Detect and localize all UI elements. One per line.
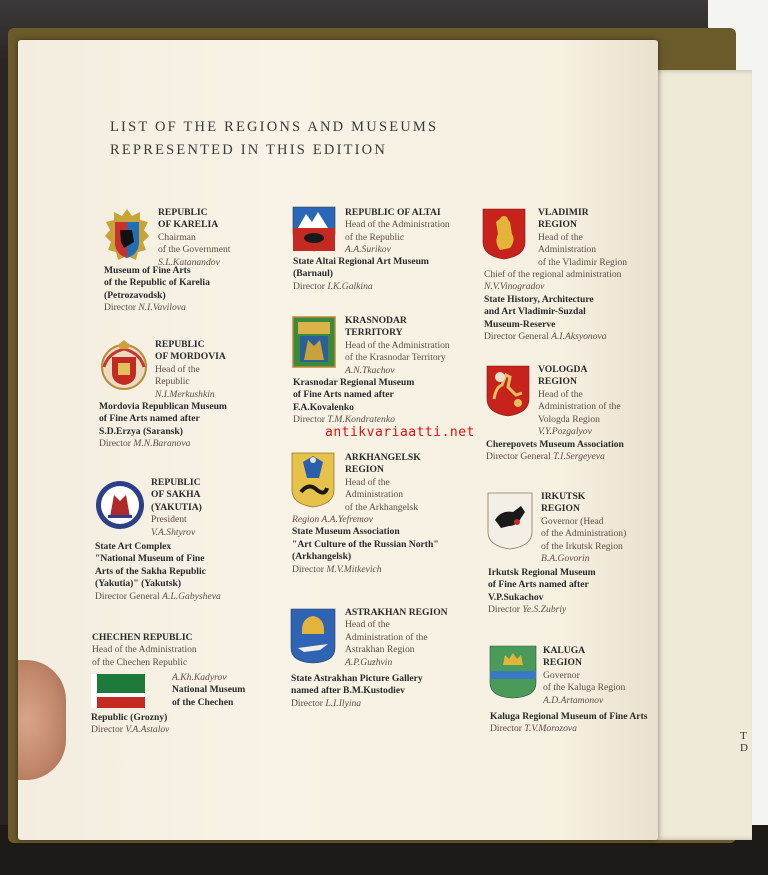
director-title: Director General [95, 590, 160, 602]
next-page-letter: D [740, 742, 748, 754]
official-title: Head of the [538, 388, 583, 400]
official-title: Republic [155, 376, 190, 388]
sakha-coat-of-arms-icon [94, 479, 146, 531]
museum-name: Museum-Reserve [484, 318, 556, 330]
museum-name: F.A.Kovalenko [293, 401, 354, 413]
museum-name: State Altai Regional Art Museum [293, 256, 429, 267]
region-name: REGION [345, 464, 384, 476]
region-name: REPUBLIC [151, 477, 201, 488]
museum-vologda [486, 439, 624, 464]
museum-kaluga [490, 711, 648, 736]
region-name: REGION [543, 657, 582, 669]
official-title: Astrakhan Region [345, 644, 415, 656]
region-name: REGION [538, 219, 577, 231]
region-name: KALUGA [543, 645, 586, 656]
museum-altai [293, 256, 429, 293]
irkutsk-coat-of-arms-icon [487, 492, 533, 550]
director-title: Director [291, 697, 323, 709]
museum-mordovia [99, 401, 227, 451]
region-name: REPUBLIC OF ALTAI [345, 207, 441, 218]
director-name: M.V.Mitkevich [326, 563, 382, 575]
official-title: of the Administration) [541, 528, 627, 540]
region-name: CHECHEN REPUBLIC [92, 632, 193, 643]
official-title: Head of the Administration [345, 339, 450, 351]
museum-name: Kaluga Regional Museum of Fine Arts [490, 711, 648, 722]
thumb [18, 660, 66, 780]
official-title: Administration of the [345, 631, 428, 643]
director-name: I.K.Galkina [327, 280, 373, 292]
official-title: Head of the [538, 231, 583, 243]
official-title: Head of the [345, 619, 390, 631]
region-name: REPUBLIC [155, 339, 205, 350]
altai-coat-of-arms-icon [292, 206, 336, 252]
region-name: REGION [538, 376, 577, 388]
museum-karelia [104, 265, 210, 315]
director-title: Director [490, 723, 522, 735]
official-title: Head of the [345, 476, 390, 488]
museum-name: State Astrakhan Picture Gallery [291, 673, 423, 684]
museum-name: and Art Vladimir-Suzdal [484, 306, 586, 318]
entry-vologda [538, 364, 621, 438]
museum-vladimir [484, 269, 621, 343]
museum-krasnodar [293, 377, 414, 427]
krasnodar-coat-of-arms-icon [292, 316, 336, 368]
region-name: KRASNODAR [345, 315, 407, 326]
arkhangelsk-coat-of-arms-icon [291, 452, 335, 508]
director-name: M.N.Baranova [133, 438, 191, 450]
official-title: Head of the [155, 363, 200, 375]
official-name: S.L.Katanandov [158, 256, 220, 268]
museum-chechen [91, 712, 169, 737]
museum-name: Cherepovets Museum Association [486, 439, 624, 450]
director-name: L.I.Ilyina [325, 697, 362, 709]
entry-irkutsk [541, 491, 626, 565]
museum-name: Arts of the Sakha Republic [95, 565, 206, 577]
museum-name: Irkutsk Regional Museum [488, 567, 596, 578]
region-name: OF MORDOVIA [155, 351, 226, 363]
official-title: Chairman [158, 231, 196, 243]
chechen-flag-icon [91, 674, 145, 708]
official-name: Region A.A.Yefremov [292, 514, 373, 525]
official-name: V.A.Shtyrov [151, 526, 196, 538]
vologda-coat-of-arms-icon [486, 365, 530, 417]
official-name: V.Y.Pozgalyov [538, 426, 592, 438]
official-title: Governor [543, 669, 580, 681]
heading-line-2: REPRESENTED IN THIS EDITION [110, 142, 388, 158]
vladimir-coat-of-arms-icon [482, 208, 526, 260]
director-title: Director [91, 724, 123, 736]
entry-altai [345, 207, 450, 257]
book-page [18, 40, 658, 840]
region-name: ASTRAKHAN REGION [345, 607, 448, 618]
director-name: T.I.Sergeyeva [553, 451, 605, 463]
museum-name: V.P.Sukachov [488, 591, 544, 603]
official-title: President [151, 514, 187, 526]
official-title: Vologda Region [538, 413, 600, 425]
director-name: A.I.Aksyonova [551, 331, 607, 343]
entry-krasnodar [345, 315, 450, 377]
director-title: Director [293, 414, 325, 426]
official-title: Administration [345, 489, 404, 501]
museum-name: named after B.M.Kustodiev [291, 685, 405, 697]
entry-chechen [92, 632, 197, 669]
next-page-letter: T [740, 730, 747, 742]
museum-name: State Museum Association [292, 526, 400, 538]
director-title: Director [104, 302, 136, 314]
region-name: REPUBLIC [158, 207, 208, 218]
museum-name: State History, Architecture [484, 293, 594, 305]
chechen-continued [172, 672, 245, 709]
director-name: N.I.Vavilova [138, 302, 186, 314]
official-title: of the Chechen Republic [92, 656, 188, 668]
museum-name: S.D.Erzya (Saransk) [99, 425, 183, 437]
museum-arkhangelsk [292, 514, 439, 576]
museum-name: Krasnodar Regional Museum [293, 377, 415, 388]
museum-name: National Museum [172, 684, 246, 696]
museum-name: "Art Culture of the Russian North" [292, 538, 439, 550]
museum-name: of Fine Arts named after [293, 389, 394, 401]
museum-name: (Yakutia)" (Yakutsk) [95, 578, 182, 590]
official-title: of the Kaluga Region [543, 682, 626, 694]
official-title: of the Irkutsk Region [541, 540, 623, 552]
director-title: Director [292, 563, 324, 575]
museum-name: of Fine Arts named after [99, 413, 200, 425]
official-name: N.I.Merkushkin [155, 388, 215, 400]
region-name: IRKUTSK [541, 491, 586, 502]
region-name: OF KARELIA [158, 219, 219, 231]
official-name: A.A.Surikov [345, 244, 391, 256]
region-name: OF SAKHA [151, 489, 201, 501]
official-title: of the Government [158, 244, 231, 256]
entry-karelia [158, 207, 230, 269]
region-name: REGION [541, 503, 580, 515]
official-name: A.P.Guzhvin [345, 656, 393, 668]
official-title: of the Republic [345, 231, 405, 243]
museum-name: of Fine Arts named after [488, 579, 589, 591]
director-title: Director General [484, 331, 549, 343]
director-name: A.L.Gabysheva [162, 590, 221, 602]
museum-sakha [95, 541, 221, 603]
museum-name: of the Republic of Karelia [104, 277, 210, 289]
director-name: V.A.Astalov [125, 724, 170, 736]
museum-name: (Barnaul) [293, 268, 333, 280]
mordovia-coat-of-arms-icon [98, 339, 150, 391]
official-title: Administration [538, 244, 597, 256]
director-name: T.M.Kondratenko [327, 414, 395, 426]
official-name: N.V.Vinogradov [484, 281, 545, 293]
director-name: Ye.S.Zubriy [522, 604, 567, 616]
director-title: Director [488, 604, 520, 616]
director-title: Director General [486, 451, 551, 463]
official-name: B.A.Govorin [541, 553, 590, 565]
heading-line-1: LIST OF THE REGIONS AND MUSEUMS [110, 119, 439, 135]
official-title: Chief of the regional administration [484, 269, 622, 280]
director-title: Director [293, 280, 325, 292]
official-title: Head of the Administration [92, 644, 197, 656]
official-name: A.D.Artamonov [543, 694, 604, 706]
director-name: T.V.Morozova [524, 723, 577, 735]
entry-astrakhan [345, 607, 448, 669]
museum-name: of the Chechen [172, 696, 234, 708]
official-title: of the Arkhangelsk [345, 501, 419, 513]
entry-vladimir [538, 207, 627, 269]
museum-name: (Arkhangelsk) [292, 551, 352, 563]
museum-irkutsk [488, 567, 596, 617]
region-name: VLADIMIR [538, 207, 589, 218]
official-title: Head of the Administration [345, 219, 450, 231]
official-title: of the Vladimir Region [538, 256, 628, 268]
kaluga-coat-of-arms-icon [489, 645, 537, 699]
entry-mordovia [155, 339, 226, 401]
karelia-coat-of-arms-icon [104, 208, 150, 264]
director-title: Director [99, 438, 131, 450]
official-title: Administration of the [538, 401, 621, 413]
region-name: TERRITORY [345, 327, 403, 339]
region-name: (YAKUTIA) [151, 501, 202, 513]
region-name: VOLOGDA [538, 364, 588, 375]
official-name: A.N.Tkachov [345, 364, 395, 376]
page-heading [110, 116, 438, 162]
astrakhan-coat-of-arms-icon [290, 608, 336, 664]
watermark-text: antikvariaatti.net [325, 425, 475, 440]
official-title: of the Krasnodar Territory [345, 352, 446, 364]
entry-sakha [151, 477, 202, 539]
museum-name: Museum of Fine Arts [104, 265, 191, 276]
museum-name: State Art Complex [95, 541, 172, 552]
museum-name: "National Museum of Fine [95, 553, 205, 565]
museum-name: (Petrozavodsk) [104, 289, 166, 301]
entry-arkhangelsk [345, 452, 421, 514]
entry-kaluga [543, 645, 625, 707]
museum-name: Republic (Grozny) [91, 712, 168, 723]
museum-name: Mordovia Republican Museum [99, 401, 227, 412]
museum-astrakhan [291, 673, 423, 710]
official-name: A.Kh.Kadyrov [172, 672, 227, 683]
region-name: ARKHANGELSK [345, 452, 421, 463]
official-title: Governor (Head [541, 515, 604, 527]
